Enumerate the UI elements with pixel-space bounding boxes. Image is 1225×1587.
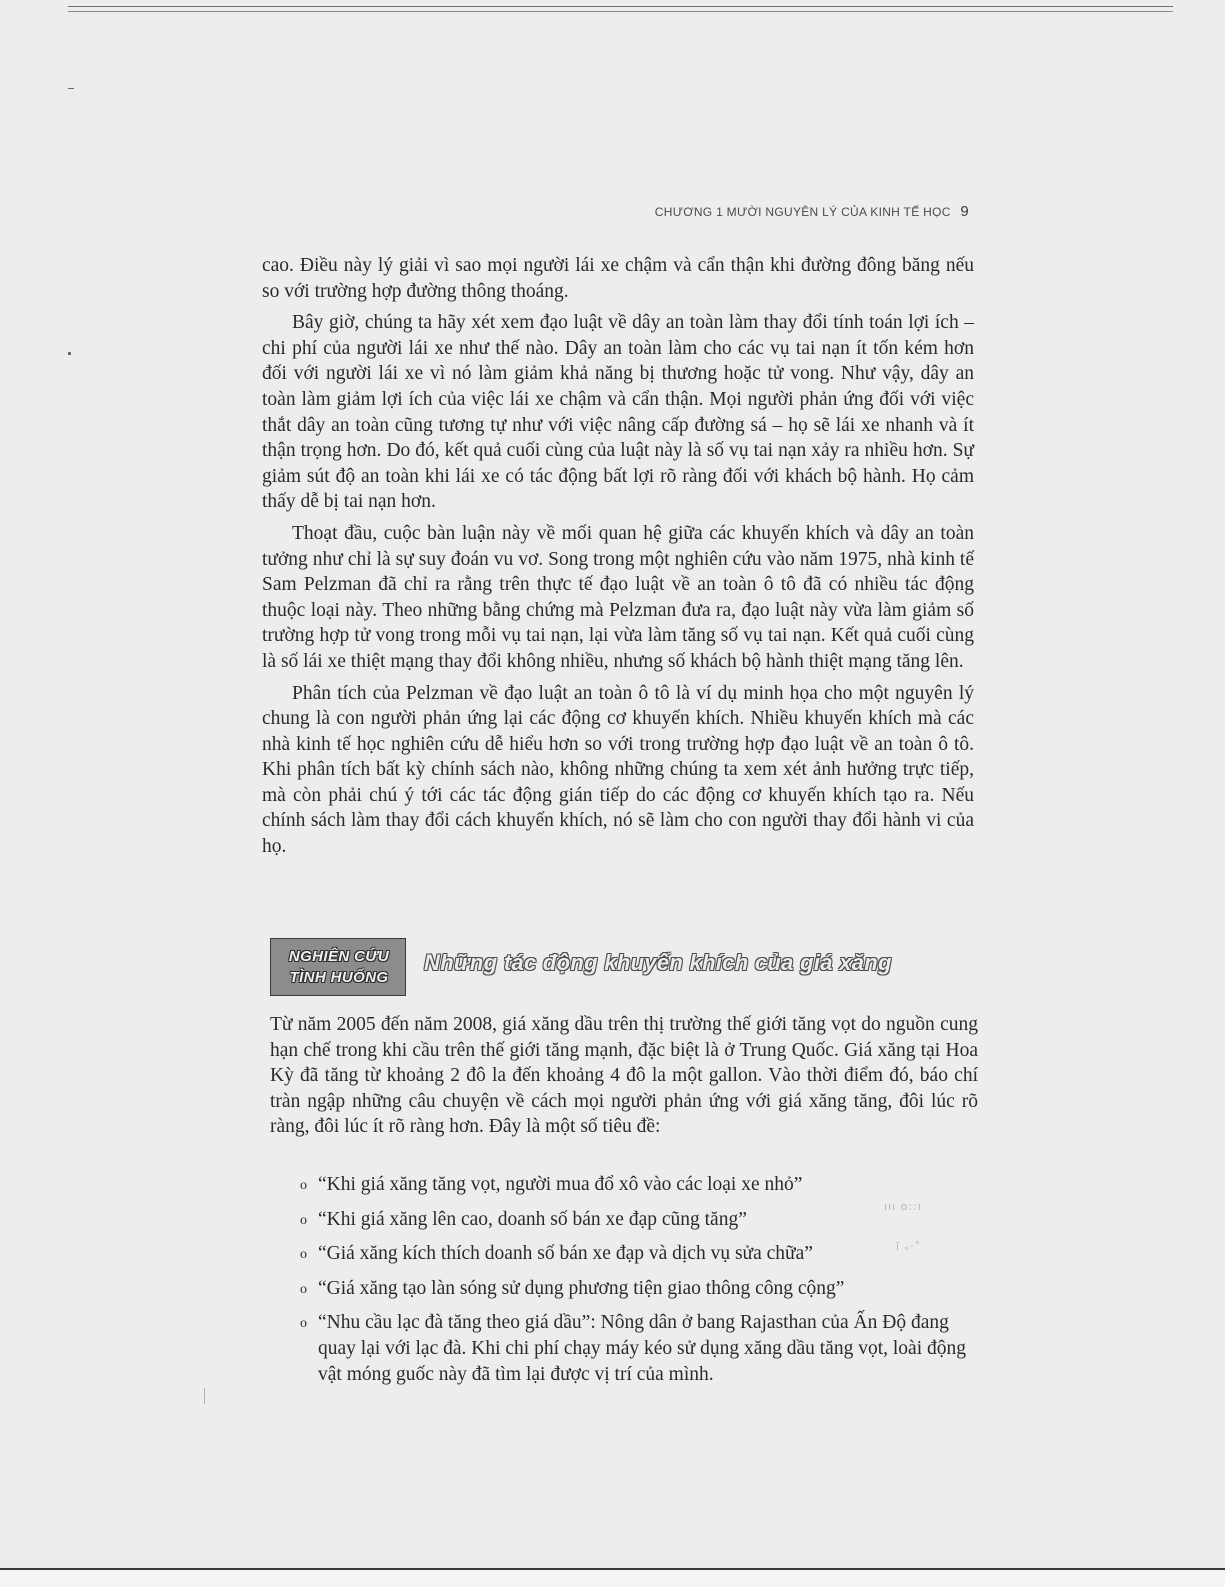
list-item [300,1276,982,1302]
paragraph: cao. Điều này lý giải vì sao mọi người lái xe chậm và cẩn thận khi đường đông băng nếu so với trường hợp đường thông thoáng. [262,255,974,302]
bullet-icon: o [300,1178,307,1193]
list-item [300,1310,982,1387]
case-study-badge-line: NGHIÊN CỨU [288,948,390,965]
page-number: 9 [960,203,969,220]
running-title: CHƯƠNG 1 MƯỜI NGUYÊN LÝ CỦA KINH TẾ HỌC [654,205,951,219]
headline-text: “Khi giá xăng tăng vọt, người mua đổ xô vào các loại xe nhỏ” [318,1174,803,1195]
bullet-icon: o [300,1316,307,1332]
margin-mark [68,352,71,355]
margin-mark [68,88,74,89]
body-text [262,253,974,866]
headline-text: “Nhu cầu lạc đà tăng theo giá dầu”: Nông dân ở bang Rajasthan của Ấn Độ đang quay lại với lạc đà. Khi chi phí chạy máy kéo sử dụng xăng dầu tăng vọt, loài động vật móng guốc này đã tìm lại được vị trí của mình. [318,1312,966,1385]
list-item [300,1241,982,1267]
headline-text: “Giá xăng kích thích doanh số bán xe đạp và dịch vụ sửa chữa” [318,1243,813,1265]
bullet-icon: o [300,1247,307,1263]
bullet-icon: o [300,1281,307,1297]
paragraph: Phân tích của Pelzman về đạo luật an toàn ô tô là ví dụ minh họa cho một nguyên lý chung là con người phản ứng lại các động cơ khuyến khích. Nhiều khuyến khích mà các nhà kinh tế học nghiên cứu dễ hiểu hơn so với trong trường hợp đạo luật về an toàn ô tô. Khi phân tích bất kỳ chính sách nào, không những chúng ta xem xét ảnh hưởng trực tiếp, mà còn phải chú ý tới các tác động gián tiếp do các động cơ khuyến khích tạo ra. Nếu chính sách làm thay đổi cách khuyến khích, nó sẽ làm cho con người thay đổi hành vi của họ. [262,682,974,858]
case-study-badge-line: TÌNH HUỐNG [289,969,389,986]
case-study-intro: Từ năm 2005 đến năm 2008, giá xăng dầu trên thị trường thế giới tăng vọt do nguồn cung hạn chế trong khi cầu trên thế giới tăng mạnh, đặc biệt là ở Trung Quốc. Giá xăng tại Hoa Kỳ đã tăng từ khoảng 2 đô la đến khoảng 4 đô la một gallon. Vào thời điểm đó, báo chí tràn ngập những câu chuyện về cách mọi người phản ứng với giá xăng tăng, đôi lúc rõ ràng, đôi lúc ít rõ ràng hơn. Đây là một số tiêu đề: [270,1014,978,1138]
headline-text: “Giá xăng tạo làn sóng sử dụng phương tiện giao thông công cộng” [318,1277,845,1299]
paragraph: Bây giờ, chúng ta hãy xét xem đạo luật về dây an toàn làm thay đổi tính toán lợi ích – chi phí của người lái xe như thế nào. Dây an toàn làm cho các vụ tai nạn ít tốn kém hơn đối với người lái xe vì nó làm giảm khả năng bị thương hoặc tử vong. Như vậy, dây an toàn làm giảm lợi ích của việc lái xe chậm và cẩn thận. Mọi người phản ứng đối với việc thắt dây an toàn cũng tương tự như với việc nâng cấp đường sá – họ sẽ lái xe nhanh và ít thận trọng hơn. Do đó, kết quả cuối cùng của luật này là số vụ tai nạn xảy ra nhiều hơn. Sự giảm sút độ an toàn khi lái xe có tác động bất lợi rõ ràng đối với khách bộ hành. Họ cảm thấy dễ bị tai nạn hơn. [262,312,974,513]
paragraph: Thoạt đầu, cuộc bàn luận này về mối quan hệ giữa các khuyến khích và dây an toàn tưởng như chỉ là sự suy đoán vu vơ. Song trong một nghiên cứu vào năm 1975, nhà kinh tế Sam Pelzman đã chỉ ra rằng trên thực tế đạo luật về an toàn ô tô đã có nhiều tác động thuộc loại này. Theo những bằng chứng mà Pelzman đưa ra, đạo luật này vừa làm giảm số trường hợp tử vong trong mỗi vụ tai nạn, lại vừa làm tăng số vụ tai nạn. Kết quả cuối cùng là số lái xe thiệt mạng thay đổi không nhiều, nhưng số khách bộ hành thiệt mạng tăng lên. [262,522,974,672]
scan-artifact: ī ₒ·˚ [896,1240,922,1253]
case-study-title: Những tác động khuyến khích của giá xăng [424,950,892,975]
headline-text: “Khi giá xăng lên cao, doanh số bán xe đạp cũng tăng” [318,1208,747,1230]
scan-bottom-border [0,1568,1225,1587]
case-study-badge [270,938,406,996]
list-item [300,1172,982,1198]
bullet-icon: o [300,1212,307,1228]
margin-mark [204,1388,205,1404]
running-header [655,203,969,220]
scan-artifact: ııı o::ı [884,1200,922,1213]
scan-top-border [68,6,1173,12]
headline-list [300,1172,982,1396]
list-item [300,1207,982,1233]
